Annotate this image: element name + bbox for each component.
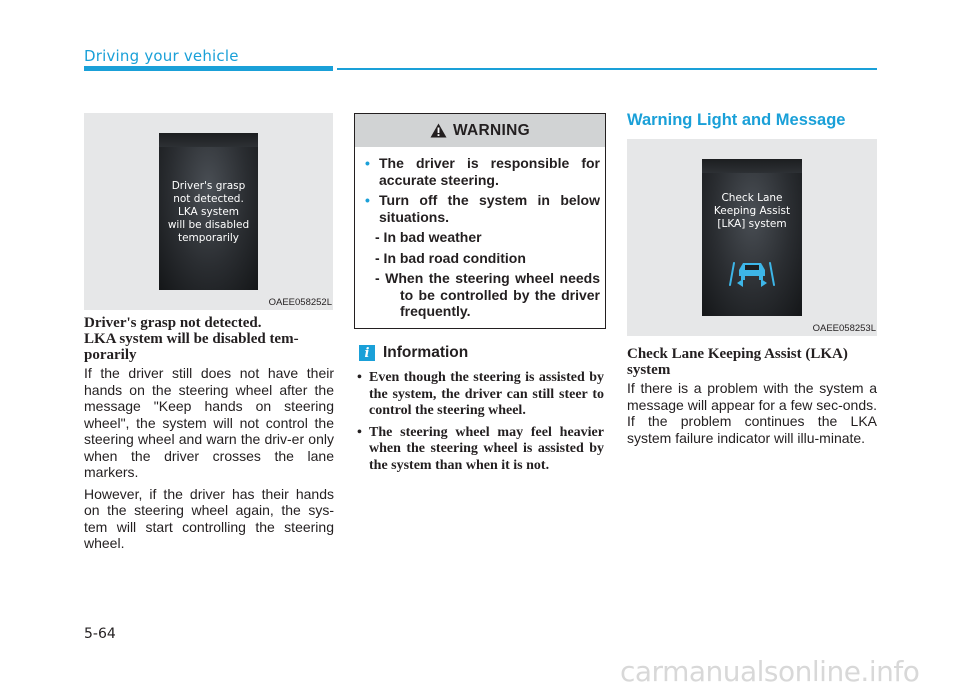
section-title: Driving your vehicle bbox=[84, 47, 239, 65]
screen-line: LKA system bbox=[177, 206, 240, 218]
warning-sub-item: - In bad road condition bbox=[375, 249, 526, 266]
heading-check-lka bbox=[627, 346, 879, 378]
heading-line: Check Lane Keeping Assist (LKA) bbox=[627, 346, 848, 362]
right-body bbox=[627, 380, 877, 451]
watermark: carmanualsonline.info bbox=[620, 655, 920, 688]
screen-topbar bbox=[159, 133, 258, 147]
warning-box bbox=[354, 113, 606, 329]
screen-line: Keeping Assist bbox=[713, 205, 791, 217]
header-rule-thin bbox=[337, 68, 877, 70]
figure-check-lka bbox=[627, 139, 877, 336]
screen-line: Driver's grasp bbox=[171, 180, 246, 192]
warning-triangle-icon bbox=[430, 123, 447, 138]
warning-light-heading: Warning Light and Message bbox=[627, 111, 846, 129]
left-body bbox=[84, 365, 334, 557]
cluster-screen bbox=[159, 133, 258, 290]
warning-sub-item: - When the steering wheel needs to be controlled by the driver frequently. bbox=[375, 270, 600, 319]
heading-line: system bbox=[627, 362, 671, 378]
paragraph: However, if the driver has their hands on the steering wheel again, the sys-tem will start controlling the steering wheel. bbox=[84, 485, 334, 551]
screen-topbar bbox=[702, 159, 802, 173]
information-heading bbox=[359, 344, 468, 362]
paragraph: If there is a problem with the system a message will appear for a few sec-onds. If the problem continues the LKA system failure indicator will illu-minate. bbox=[627, 380, 877, 446]
heading-driver-grasp bbox=[84, 315, 336, 363]
bullet-icon: • bbox=[365, 192, 370, 208]
page-number: 5-64 bbox=[84, 626, 116, 642]
information-title: Information bbox=[383, 344, 469, 361]
bullet-icon: • bbox=[357, 424, 362, 440]
screen-line: will be disabled bbox=[167, 219, 250, 231]
bullet-icon: • bbox=[365, 155, 370, 171]
screen-line: temporarily bbox=[177, 232, 239, 244]
cluster-screen bbox=[702, 159, 802, 316]
information-list bbox=[357, 370, 604, 479]
header-rule-thick bbox=[84, 66, 333, 71]
warning-header bbox=[355, 114, 605, 147]
bullet-icon: • bbox=[357, 370, 362, 385]
warning-item: • Turn off the system in below situations. bbox=[365, 192, 600, 225]
information-item: • Even though the steering is assisted by the system, the driver can still steer to control the steering wheel. bbox=[357, 370, 604, 418]
figure-code: OAEE058253L bbox=[812, 323, 876, 334]
heading-line: porarily bbox=[84, 347, 137, 363]
information-item: • The steering wheel may feel heavier when the steering wheel is assisted by the system than when it is not. bbox=[357, 424, 604, 473]
warning-title: WARNING bbox=[452, 121, 530, 139]
screen-line: not detected. bbox=[173, 193, 244, 205]
heading-line: LKA system will be disabled tem- bbox=[84, 331, 299, 347]
info-icon: i bbox=[359, 345, 375, 361]
figure-code: OAEE058252L bbox=[268, 297, 332, 308]
warning-item: • The driver is responsible for accurate steering. bbox=[365, 155, 600, 188]
warning-sub-item: - In bad weather bbox=[375, 229, 482, 245]
warning-list bbox=[365, 155, 600, 324]
screen-line: Check Lane bbox=[721, 192, 783, 204]
screen-line: [LKA] system bbox=[717, 218, 787, 230]
lka-car-icon bbox=[729, 255, 775, 289]
heading-line: Driver's grasp not detected. bbox=[84, 315, 262, 331]
figure-driver-grasp bbox=[84, 113, 333, 310]
paragraph: If the driver still does not have their hands on the steering wheel after the message "Keep hands on steering wheel", the system will not control the steering wheel and warn the driv-er only when the driver crosses the lane markers. bbox=[84, 365, 334, 480]
